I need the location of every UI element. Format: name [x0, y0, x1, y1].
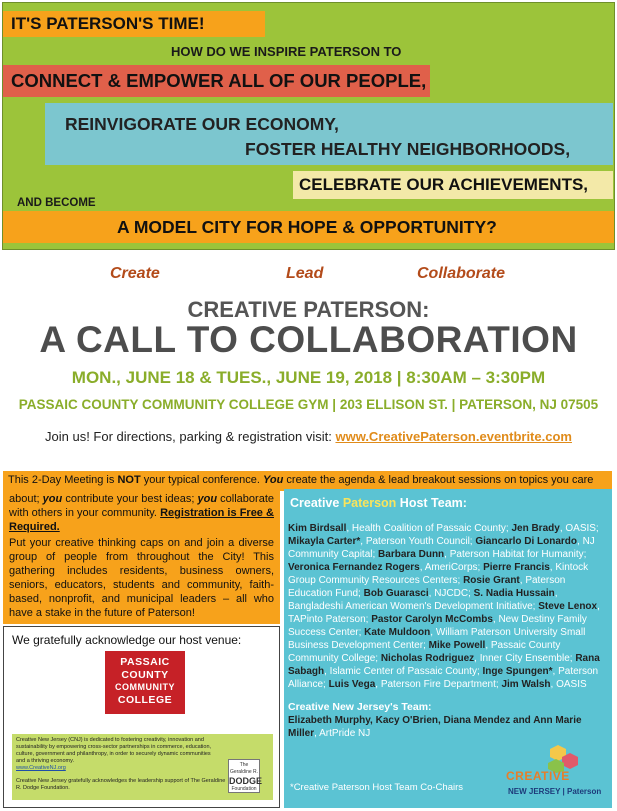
dodge-logo-line: The Geraldine R. — [229, 762, 259, 775]
pccc-logo — [105, 651, 185, 714]
verb-collaborate: Collaborate — [417, 265, 506, 282]
intro-text-b: your typical conference. — [140, 474, 263, 486]
verb-lead: Lead — [286, 265, 324, 282]
host-member-name: Inge Spungen* — [482, 666, 553, 677]
creative-nj-logo — [506, 743, 606, 798]
host-member-name: Mike Powell — [428, 640, 486, 651]
intro-not: NOT — [117, 474, 141, 486]
host-member-org: , New Destiny Family Success Center; — [288, 614, 587, 638]
header-banner — [2, 2, 615, 250]
host-member-org: , Paterson Education Fund; — [288, 575, 566, 599]
cnj-thanks: Creative New Jersey gratefully acknowledges the leadership support of The Geraldine R. Dodge Foundation. — [16, 778, 226, 791]
host-member-org: , Paterson Habitat for Humanity; — [444, 549, 587, 560]
pccc-logo-line: COMMUNITY — [115, 682, 175, 692]
registration-free-note: Registration is Free & Required. — [9, 507, 274, 533]
cnj-team-separator: , — [314, 728, 320, 739]
host-team-box — [284, 489, 612, 808]
banner-line-model-city: A MODEL CITY FOR HOPE & OPPORTUNITY? — [3, 211, 614, 243]
event-venue: PASSAIC COUNTY COMMUNITY COLLEGE GYM | 203 ELLISON ST. | PATERSON, NJ 07505 — [18, 397, 599, 412]
host-member-name: Kim Birdsall — [288, 523, 347, 534]
dodge-logo-line: DODGE — [229, 776, 263, 786]
pccc-logo-line: COLLEGE — [117, 693, 173, 706]
creative-nj-logo-word: CREATIVE — [506, 769, 570, 783]
cnj-team-names: Elizabeth Murphy, Kacy O'Brien, Diana Mendez and Ann Marie Miller — [288, 715, 582, 739]
banner-line-celebrate: CELEBRATE OUR ACHIEVEMENTS, — [293, 171, 613, 199]
host-member-name: Pastor Carolyn McCombs — [371, 614, 493, 625]
dodge-logo-line: Foundation — [231, 786, 257, 792]
host-member-org: , Health Coalition of Passaic County; — [346, 523, 512, 534]
host-member-org: , Kintock Group Community Resources Centers; — [288, 562, 589, 586]
event-dates: MON., JUNE 18 & TUES., JUNE 19, 2018 | 8:30AM – 3:30PM — [71, 368, 546, 387]
host-member-org: , NJ Community Capital; — [288, 536, 595, 560]
host-member-org: , William Paterson University Small Business Development Center; — [288, 627, 586, 651]
intro-you-2: you — [42, 493, 63, 505]
host-member-name: Kate Muldoon — [364, 627, 431, 638]
host-title-b: Paterson — [342, 496, 397, 510]
banner-line-and-become: AND BECOME — [17, 197, 96, 209]
banner-strip-economy — [45, 103, 613, 165]
cnj-team-org: ArtPride NJ — [319, 728, 371, 739]
cnj-team-list — [288, 714, 606, 740]
banner-line-connect: CONNECT & EMPOWER ALL OF OUR PEOPLE, — [3, 65, 430, 97]
registration-line — [0, 429, 617, 444]
host-member-org: , Passaic County Community College; — [288, 640, 561, 664]
acknowledgement-title: We gratefully acknowledge our host venue: — [12, 633, 242, 647]
registration-text: Join us! For directions, parking & registration visit: — [45, 429, 336, 444]
intro-box — [3, 489, 280, 624]
host-member-name: Giancarlo Di Lonardo — [475, 536, 578, 547]
host-member-org: , Paterson Youth Council; — [360, 536, 476, 547]
acknowledgement-box — [3, 626, 280, 808]
host-member-org: , Paterson Fire Department; — [375, 679, 502, 690]
host-member-org: , Islamic Center of Passaic County; — [324, 666, 483, 677]
intro-you-3: you — [197, 493, 218, 505]
host-member-name: Pierre Francis — [483, 562, 550, 573]
pccc-logo-line: PASSAIC — [120, 656, 170, 668]
intro-text-d: contribute your best ideas; — [62, 493, 198, 505]
intro-paragraph-2: Put your creative thinking caps on and join a diverse group of people from throughout the City! This gathering includes residents, business owners, seniors, educators, students and community, faith-based, nonprofit, and municipal leaders – all who have a stake in the future of Paterson! — [9, 537, 274, 619]
host-member-org: , Paterson Alliance; — [288, 666, 599, 690]
host-member-name: S. Nadia Hussain — [473, 588, 555, 599]
host-team-title — [288, 497, 606, 510]
intro-text-e: collaborate with others in your community. — [9, 493, 274, 519]
verb-create: Create — [110, 265, 160, 282]
host-member-org: , OASIS; — [559, 523, 599, 534]
host-member-name: Jen Brady — [511, 523, 560, 534]
host-member-name: Mikayla Carter* — [288, 536, 361, 547]
dodge-foundation-logo — [228, 759, 263, 793]
intro-text-c-start: create the agenda & lead breakout sessions on topics you care — [283, 474, 594, 486]
host-member-name: Steve Lenox — [538, 601, 598, 612]
host-title-c: Host Team: — [396, 496, 467, 510]
intro-text-a: This 2-Day Meeting is — [8, 474, 118, 486]
event-title-small: CREATIVE PATERSON: — [187, 297, 430, 322]
event-title-large: A CALL TO COLLABORATION — [39, 319, 578, 360]
host-member-name: Nicholas Rodriguez — [380, 653, 475, 664]
banner-line-how-do-we: HOW DO WE INSPIRE PATERSON TO — [171, 44, 402, 59]
host-member-name: Luis Vega — [328, 679, 376, 690]
host-member-org: , NJCDC; — [428, 588, 474, 599]
host-team-list — [288, 522, 606, 691]
host-member-name: Rosie Grant — [463, 575, 520, 586]
banner-line-its-patersons-time: IT'S PATERSON'S TIME! — [3, 11, 265, 37]
banner-line-foster: FOSTER HEALTHY NEIGHBORHOODS, — [245, 139, 571, 159]
host-member-org: , Inner City Ensemble; — [474, 653, 576, 664]
host-member-name: Rana Sabagh — [288, 653, 600, 677]
intro-paragraph-1: about; you contribute your best ideas; you collaborate with others in your community. Registration is Free & Required. — [9, 493, 274, 533]
cnj-team-title: Creative New Jersey's Team: — [288, 701, 432, 713]
host-member-org: , Bangladeshi American Women's Development Initiative; — [288, 588, 558, 612]
intro-first-line — [8, 474, 593, 486]
host-member-org: , OASIS — [550, 679, 587, 690]
host-member-org: , TAPinto Paterson; — [288, 601, 600, 625]
cnj-description: Creative New Jersey (CNJ) is dedicated to fostering creativity, innovation and sustainability by empowering cross-sector partnerships in commerce, education, culture, government and philanthropy, in order to securely dynamic communities and a thriving economy. — [16, 737, 212, 764]
host-member-name: Barbara Dunn — [378, 549, 445, 560]
intro-you-1: You — [262, 474, 284, 486]
host-member-org: , AmeriCorps; — [419, 562, 484, 573]
host-member-name: Bob Guarasci — [363, 588, 429, 599]
co-chairs-footnote: *Creative Paterson Host Team Co-Chairs — [290, 782, 464, 793]
host-member-name: Jim Walsh — [501, 679, 551, 690]
host-title-a: Creative — [290, 496, 343, 510]
registration-link[interactable]: www.CreativePaterson.eventbrite.com — [335, 429, 572, 444]
banner-line-reinvigorate: REINVIGORATE OUR ECONOMY, — [65, 114, 339, 134]
cnj-url[interactable]: www.CreativeNJ.org — [16, 765, 66, 771]
host-member-name: Veronica Fernandez Rogers — [288, 562, 420, 573]
creative-nj-logo-sub: NEW JERSEY | Paterson — [508, 787, 602, 796]
pccc-logo-line: COUNTY — [121, 668, 169, 681]
